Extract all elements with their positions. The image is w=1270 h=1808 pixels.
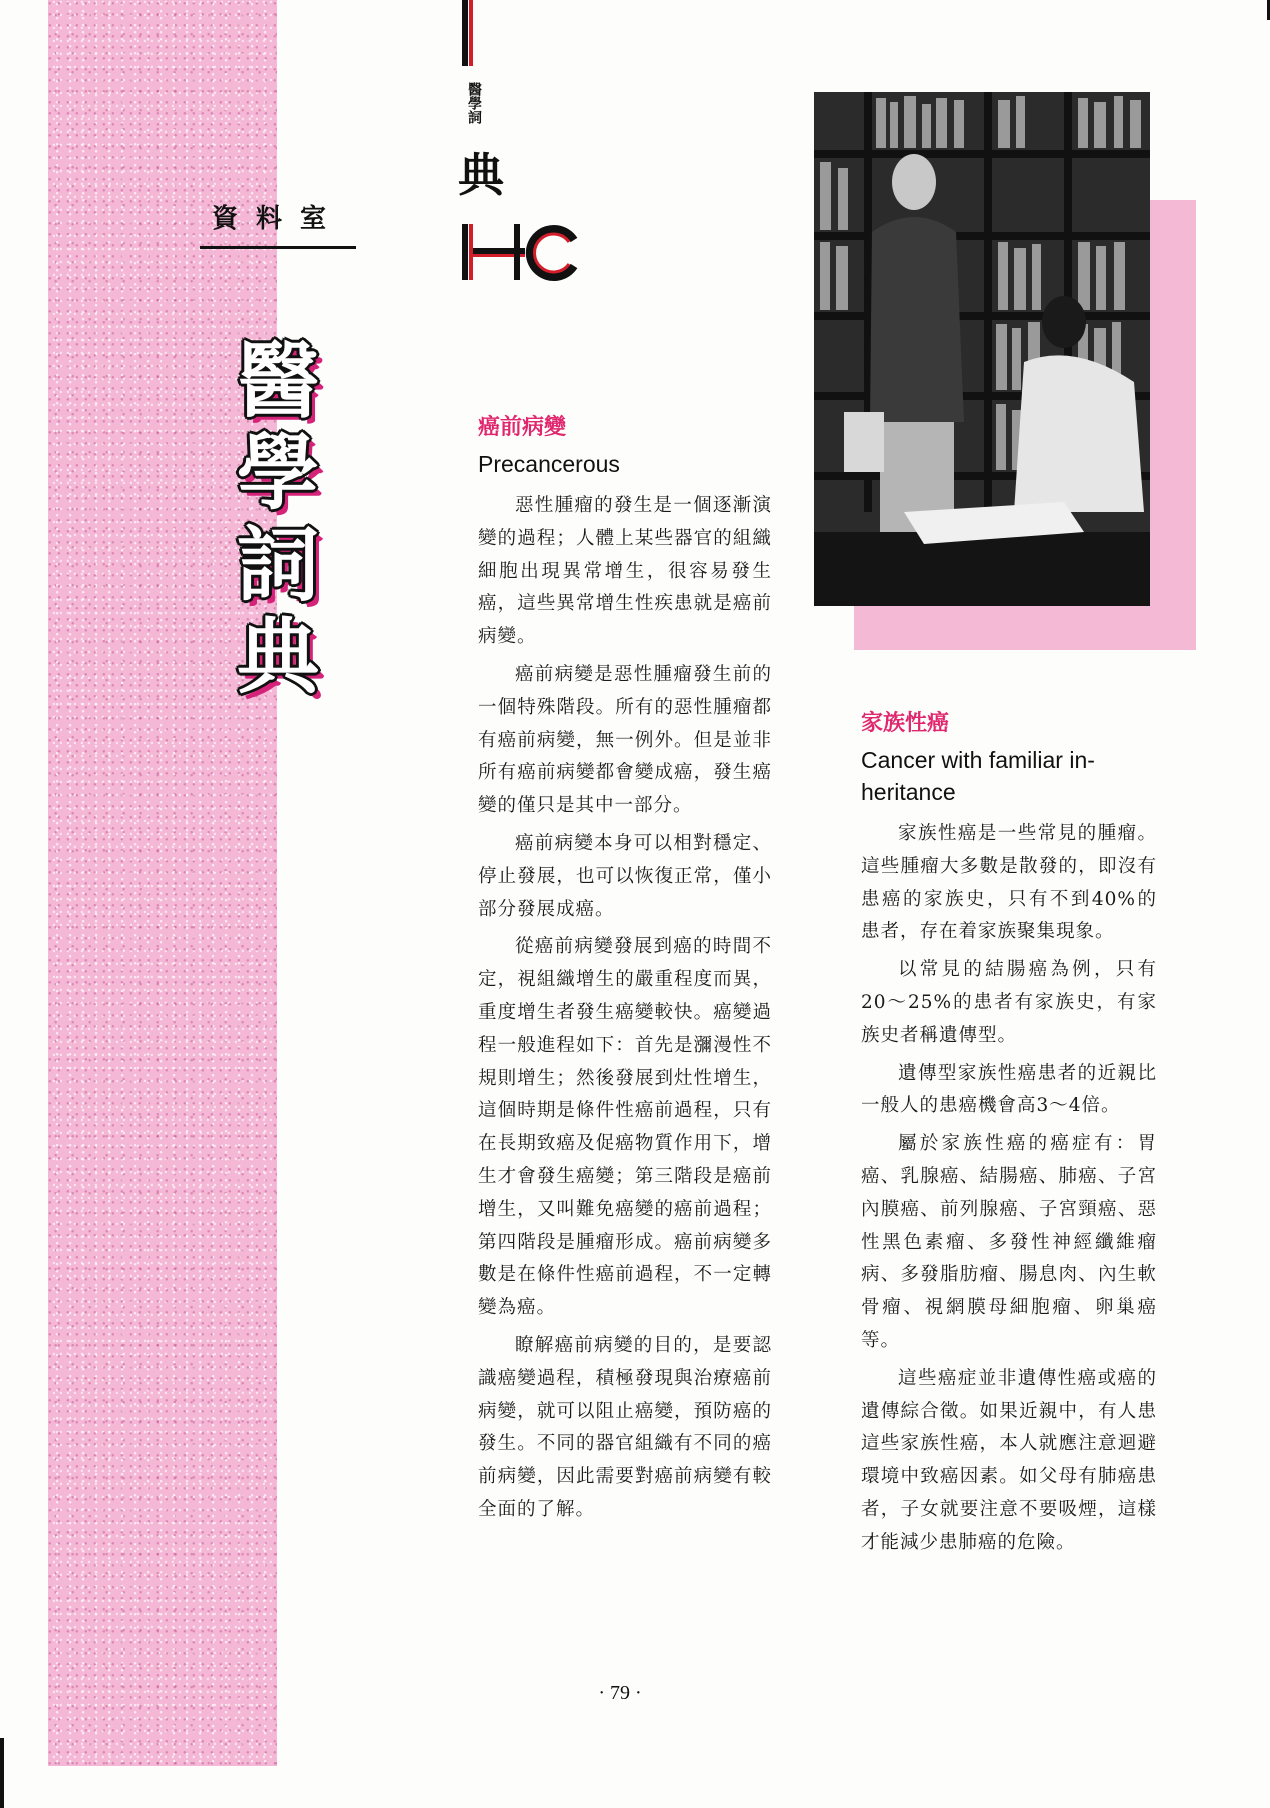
paragraph: 家族性癌是一些常見的腫瘤。這些腫瘤大多數是散發的，即沒有患癌的家族史，只有不到40%的患者，存在着家族聚集現象。 xyxy=(861,823,1157,943)
title-char: 典 xyxy=(236,610,319,705)
term-title-en: Precancerous xyxy=(478,451,620,477)
paragraph: 遺傳型家族性癌患者的近親比一般人的患癌機會高3～4倍。 xyxy=(861,1062,1157,1117)
title-char: 學 xyxy=(236,426,319,521)
logo-big-char: 典 xyxy=(458,148,504,202)
paragraph: 屬於家族性癌的癌症有：胃癌、乳腺癌、結腸癌、肺癌、子宮內膜癌、前列腺癌、子宮頸癌、惡性黑色素瘤、多發性神經纖維瘤病、多發脂肪瘤、腸息肉、內生軟骨瘤、視網膜母細胞瘤、卵巢癌等。 xyxy=(861,1133,1157,1351)
entry-familial-cancer xyxy=(861,710,1157,1565)
paragraph: 這些癌症並非遺傳性癌或癌的遺傳綜合徵。如果近親中，有人患這些家族性癌，本人就應注意迴避環境中致癌因素。如父母有肺癌患者，子女就要注意不要吸煙，這樣才能減少患肺癌的危險。 xyxy=(861,1367,1157,1553)
library-photo xyxy=(814,92,1150,606)
paragraph: 癌前病變本身可以相對穩定、停止發展，也可以恢復正常，僅小部分發展成癌。 xyxy=(478,832,772,920)
scan-edge-mark-left xyxy=(0,1738,4,1808)
paragraph: 癌前病變是惡性腫瘤發生前的一個特殊階段。所有的惡性腫瘤都有癌前病變，無一例外。但是並非所有癌前病變都會變成癌，發生癌變的僅只是其中一部分。 xyxy=(478,663,772,817)
paragraph: 從癌前病變發展到癌的時間不定，視組織增生的嚴重程度而異，重度增生者發生癌變較快。癌變過程一般進程如下：首先是瀰漫性不規則增生；然後發展到灶性增生，這個時期是條件性癌前過程，只有在長期致癌及促癌物質作用下，增生才會發生癌變；第三階段是癌前增生，又叫難免癌變的癌前過程；第四階段是腫瘤形成。癌前病變多數是在條件性癌前過程，不一定轉變為癌。 xyxy=(478,936,772,1319)
photo-library-icon xyxy=(814,92,1150,606)
section-label: 資料室 xyxy=(211,204,344,234)
term-title-zh: 癌前病變 xyxy=(478,415,567,440)
paragraph: 以常見的結腸癌為例，只有20～25%的患者有家族史，有家族史者稱遺傳型。 xyxy=(861,959,1157,1046)
logo-bar-red xyxy=(469,0,473,66)
title-char: 醫 xyxy=(236,334,319,429)
paragraph: 惡性腫瘤的發生是一個逐漸演變的過程；人體上某些器官的組織細胞出現異常增生，很容易發生癌，這些異常增生性疾患就是癌前病變。 xyxy=(478,495,772,648)
entry-precancerous xyxy=(478,414,772,1532)
logo-small-text: 醫學詞 xyxy=(466,82,482,124)
term-title-zh: 家族性癌 xyxy=(861,711,950,736)
term-title-en: Cancer with familiar in-heritance xyxy=(861,747,1095,805)
logo-hc-icon xyxy=(462,222,582,282)
title-char: 詞 xyxy=(236,518,319,613)
logo-bar xyxy=(462,0,468,66)
decorative-pink-band xyxy=(48,0,277,1766)
paragraph: 瞭解癌前病變的目的，是要認識癌變過程，積極發現與治療癌前病變，就可以阻止癌變，預防癌的發生。不同的器官組織有不同的癌前病變，因此需要對癌前病變有較全面的了解。 xyxy=(478,1334,772,1520)
vertical-title xyxy=(228,334,328,705)
section-rule xyxy=(200,246,356,249)
page-number: · 79 · xyxy=(598,1682,642,1704)
